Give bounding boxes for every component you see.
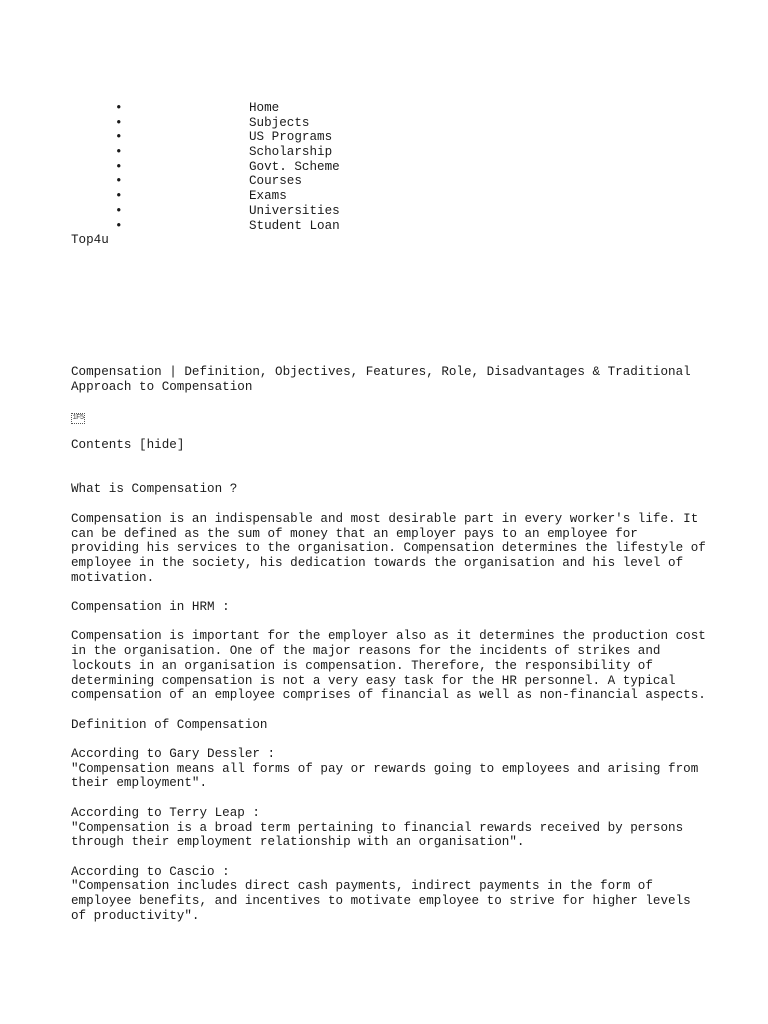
bullet-icon: • [115, 174, 123, 189]
nav-item-scholarship [71, 145, 711, 160]
section-heading-definition: Definition of Compensation [71, 717, 268, 732]
fire-icon: 1F5 [72, 413, 84, 422]
quote-author: According to Terry Leap : [71, 805, 260, 820]
spacer [71, 585, 711, 600]
nav-link-subjects[interactable]: Subjects [249, 115, 310, 130]
nav-item-student-loan [71, 219, 711, 234]
nav-link-home[interactable]: Home [249, 101, 280, 115]
spacer [71, 497, 711, 512]
quote-text: "Compensation means all forms of pay or rewards going to employees and arising from their employment". [71, 761, 706, 791]
nav-link-govt-scheme[interactable]: Govt. Scheme [249, 159, 340, 174]
spacer [71, 424, 711, 439]
table-of-contents [71, 438, 711, 453]
spacer [71, 394, 711, 409]
spacer [71, 453, 711, 482]
spacer [71, 850, 711, 865]
spacer [71, 703, 711, 718]
emoji-glyph-line [71, 409, 711, 424]
nav-link-scholarship[interactable]: Scholarship [249, 145, 333, 160]
nav-item-exams [71, 189, 711, 204]
nav-menu [71, 101, 711, 233]
bullet-icon: • [115, 130, 123, 145]
nav-link-courses[interactable]: Courses [249, 174, 302, 189]
nav-item-courses [71, 174, 711, 189]
site-name[interactable]: Top4u [71, 233, 109, 248]
quote-author: According to Gary Dessler : [71, 747, 276, 762]
bullet-icon: • [115, 145, 123, 160]
bullet-icon: • [115, 189, 123, 204]
toc-label: Contents [71, 438, 132, 453]
article-title: Compensation | Definition, Objectives, Features, Role, Disadvantages & Traditional Approach to Compensation [71, 364, 691, 394]
bullet-icon: • [115, 203, 123, 218]
quote-author: According to Cascio : [71, 864, 230, 879]
spacer [71, 615, 711, 630]
nav-link-us-programs[interactable]: US Programs [249, 130, 333, 145]
section-heading-what: What is Compensation ? [71, 482, 238, 497]
nav-link-student-loan[interactable]: Student Loan [249, 218, 340, 233]
page-content [71, 101, 714, 923]
bullet-icon: • [115, 115, 123, 130]
nav-item-universities [71, 204, 711, 219]
nav-item-home [71, 101, 711, 116]
spacer [71, 248, 711, 365]
spacer [71, 791, 711, 806]
quote-text: "Compensation is a broad term pertaining to financial rewards received by persons through their employment relationship with an organisation". [71, 820, 691, 850]
spacer [71, 732, 711, 747]
section-heading-hrm: Compensation in HRM : [71, 600, 230, 615]
nav-link-universities[interactable]: Universities [249, 203, 340, 218]
section-body-what: Compensation is an indispensable and most desirable part in every worker's life. It can be defined as the sum of money that an employer pays to an employee for providing his services to the organisation. Compensation determines the lifestyle of employee in the society, his dedication towards the organisation and his level of motivation. [71, 511, 714, 585]
bullet-icon: • [115, 159, 123, 174]
toc-toggle-link[interactable]: [hide] [139, 438, 185, 453]
bullet-icon: • [115, 101, 123, 115]
section-body-hrm: Compensation is important for the employer also as it determines the production cost in the organisation. One of the major reasons for the incidents of strikes and lockouts in an organisation is compensation. Therefore, the responsibility of determining compensation is not a very easy task for the HR personnel. A typical compensation of an employee comprises of financial as well as non-financial aspects. [71, 629, 714, 703]
bullet-icon: • [115, 218, 123, 233]
nav-item-govt-scheme [71, 160, 711, 175]
nav-item-us-programs [71, 130, 711, 145]
nav-item-subjects [71, 116, 711, 131]
nav-link-exams[interactable]: Exams [249, 189, 287, 204]
quote-text: "Compensation includes direct cash payments, indirect payments in the form of employee benefits, and incentives to motivate employee to strive for higher levels of productivity". [71, 879, 699, 923]
